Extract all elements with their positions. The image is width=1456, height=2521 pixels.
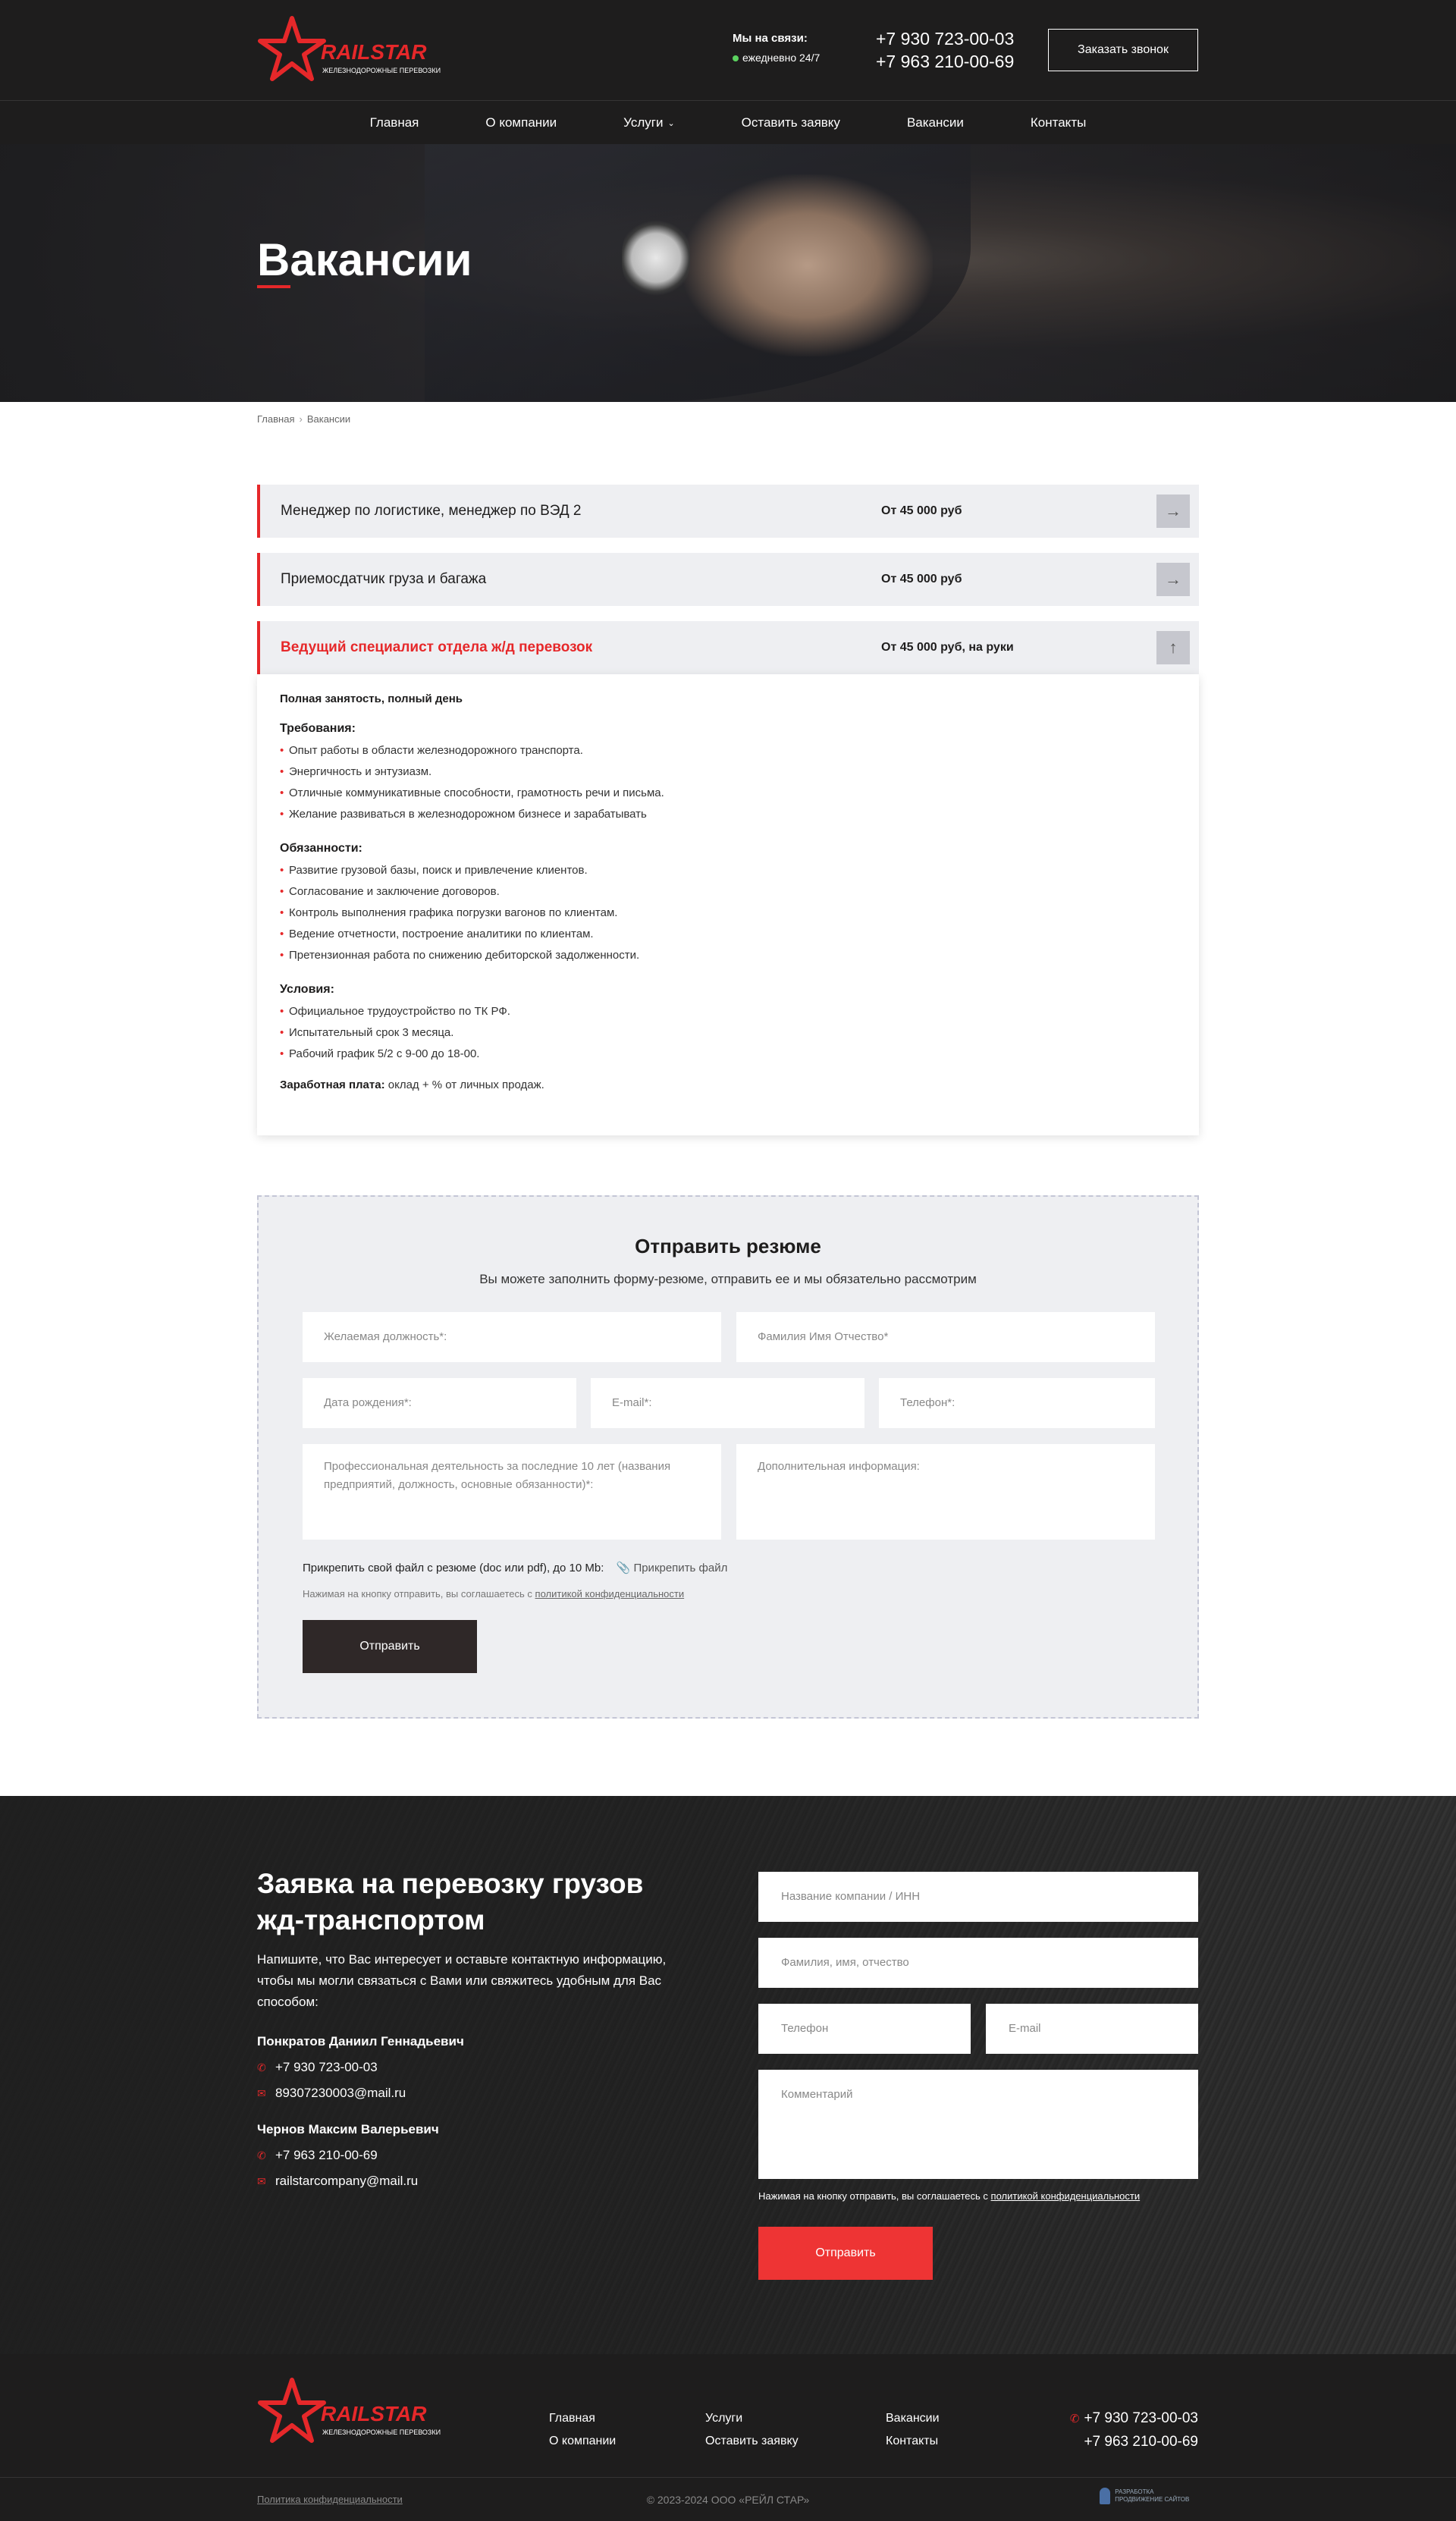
breadcrumb-separator: › xyxy=(299,413,303,425)
developer-line-1: РАЗРАБОТКА xyxy=(1115,2488,1154,2495)
breadcrumb xyxy=(257,413,350,425)
nav-item-about[interactable] xyxy=(485,115,557,130)
online-dot-icon xyxy=(733,55,739,61)
phone-input[interactable]: Телефон xyxy=(758,2004,971,2054)
experience-textarea[interactable]: Профессиональная деятельность за последние 10 лет (названия предприятий, должность, основные обязанности)*: xyxy=(303,1444,721,1540)
consent-text xyxy=(758,2190,1140,2202)
vacancy-details xyxy=(257,674,1199,1135)
main-nav xyxy=(0,100,1456,144)
vacancy-item[interactable] xyxy=(257,553,1199,606)
employment-type: Полная занятость, полный день xyxy=(280,692,463,705)
list-item: • Опыт работы в области железнодорожного транспорта. xyxy=(280,740,1176,761)
footer-link[interactable]: Контакты xyxy=(886,2435,939,2447)
footer-phone-1[interactable] xyxy=(1062,2407,1198,2431)
site-footer xyxy=(0,2354,1456,2521)
nav-label: Контакты xyxy=(1030,115,1087,130)
footer-phones xyxy=(1062,2407,1198,2454)
vacancy-item-expanded[interactable] xyxy=(257,621,1199,674)
position-input[interactable]: Желаемая должность*: xyxy=(303,1312,721,1362)
duties-heading: Обязанности: xyxy=(280,842,362,855)
online-status xyxy=(733,52,820,64)
header-phones xyxy=(876,27,1014,73)
nav-item-services[interactable] xyxy=(623,115,675,130)
phone-icon: ✆ xyxy=(257,2061,266,2074)
nav-item-request[interactable] xyxy=(742,115,840,130)
consent-text xyxy=(303,1588,684,1600)
nav-label: Оставить заявку xyxy=(741,115,840,130)
vacancy-salary: От 45 000 руб xyxy=(881,504,962,517)
birthdate-input[interactable]: Дата рождения*: xyxy=(303,1378,576,1428)
footer-phone-2[interactable]: +7 963 210-00-69 xyxy=(1084,2434,1198,2450)
watch-image xyxy=(622,216,690,300)
footer-link[interactable]: Услуги xyxy=(705,2412,743,2425)
callback-button[interactable]: Заказать звонок xyxy=(1048,29,1198,71)
breadcrumb-current: Вакансии xyxy=(306,413,351,425)
header-phone-1[interactable]: +7 930 723-00-03 xyxy=(876,29,1015,49)
developer-badge[interactable] xyxy=(1100,2488,1200,2512)
salary-line xyxy=(280,1078,1176,1091)
email-text: 89307230003@mail.ru xyxy=(275,2086,406,2100)
company-input[interactable]: Название компании / ИНН xyxy=(758,1872,1198,1922)
request-info xyxy=(257,1866,682,2189)
request-intro: Напишите, что Вас интересует и оставьте контактную информацию, чтобы мы могли связаться с Вами или свяжитесь удобным для Вас способом: xyxy=(257,1952,667,2009)
railstar-logo[interactable] xyxy=(257,15,462,85)
title-underline xyxy=(257,285,290,288)
mail-icon: ✉ xyxy=(257,2174,266,2187)
site-header xyxy=(0,0,1456,100)
page-title: Вакансии xyxy=(257,234,472,285)
list-item: • Контроль выполнения графика погрузки вагонов по клиентам. xyxy=(280,903,1176,924)
salary-label: Заработная плата: xyxy=(280,1078,385,1091)
arrow-right-icon[interactable]: → xyxy=(1156,563,1190,596)
nav-label: Главная xyxy=(369,115,419,130)
list-item: • Официальное трудоустройство по ТК РФ. xyxy=(280,1001,1176,1022)
duties-list xyxy=(280,860,1176,966)
arrow-up-icon[interactable]: ↑ xyxy=(1156,631,1190,664)
footer-link[interactable]: Оставить заявку xyxy=(705,2435,799,2447)
vacancy-salary: От 45 000 руб xyxy=(881,573,962,586)
chevron-down-icon: ⌄ xyxy=(667,118,675,128)
nav-item-contacts[interactable] xyxy=(1031,115,1086,130)
copyright: © 2023-2024 ООО «РЕЙЛ СТАР» xyxy=(646,2494,810,2506)
footer-nav-col-3 xyxy=(886,2407,940,2453)
fio-input[interactable]: Фамилия, имя, отчество xyxy=(758,1938,1198,1988)
attach-label: Прикрепить свой файл с резюме (doc или pdf), до 10 Mb: xyxy=(303,1562,604,1574)
request-submit-button[interactable]: Отправить xyxy=(758,2227,933,2280)
contact-person-2: Чернов Максим Валерьевич xyxy=(257,2122,439,2136)
nav-item-home[interactable] xyxy=(370,115,419,130)
nav-label: Услуги xyxy=(623,115,664,130)
vacancy-title: Менеджер по логистике, менеджер по ВЭД 2 xyxy=(281,503,582,519)
contact-email-1[interactable] xyxy=(257,2086,682,2101)
resume-form xyxy=(257,1195,1199,1719)
contact-email-2[interactable] xyxy=(257,2174,682,2189)
requirements-list xyxy=(280,740,1176,825)
paperclip-icon: 📎 xyxy=(616,1562,631,1574)
extra-info-textarea[interactable]: Дополнительная информация: xyxy=(736,1444,1155,1540)
vacancy-item[interactable] xyxy=(257,485,1199,538)
footer-link[interactable]: О компании xyxy=(549,2435,617,2447)
footer-nav-col-2 xyxy=(705,2407,799,2453)
resume-submit-button[interactable]: Отправить xyxy=(303,1620,477,1673)
attach-row xyxy=(303,1561,727,1574)
developer-logo-icon xyxy=(1100,2488,1110,2504)
mail-icon: ✉ xyxy=(257,2086,266,2099)
header-phone-2[interactable]: +7 963 210-00-69 xyxy=(876,52,1015,71)
contact-phone-2[interactable] xyxy=(257,2148,682,2163)
consent-label: Нажимая на кнопку отправить, вы соглашаетесь с xyxy=(303,1588,532,1600)
attach-file-link[interactable] xyxy=(617,1562,728,1574)
svg-text:RAILSTAR: RAILSTAR xyxy=(321,2402,427,2425)
email-text: railstarcompany@mail.ru xyxy=(275,2174,419,2188)
vacancy-title: Приемосдатчик груза и багажа xyxy=(281,571,487,587)
email-input[interactable]: E-mail*: xyxy=(591,1378,864,1428)
hero-banner xyxy=(0,144,1456,402)
phone-icon: ✆ xyxy=(257,2149,266,2162)
online-text: ежедневно 24/7 xyxy=(742,52,821,64)
email-input[interactable]: E-mail xyxy=(986,2004,1198,2054)
list-item: • Рабочий график 5/2 с 9-00 до 18-00. xyxy=(280,1044,1176,1065)
contact-person-1: Понкратов Даниил Геннадьевич xyxy=(257,2034,464,2049)
phone-text: +7 963 210-00-69 xyxy=(275,2148,378,2162)
svg-text:ЖЕЛЕЗНОДОРОЖНЫЕ ПЕРЕВОЗКИ: ЖЕЛЕЗНОДОРОЖНЫЕ ПЕРЕВОЗКИ xyxy=(322,67,441,74)
handshake-image xyxy=(682,174,933,356)
resume-title: Отправить резюме xyxy=(635,1235,821,1257)
vacancy-salary: От 45 000 руб, на руки xyxy=(881,641,1014,654)
conditions-list xyxy=(280,1001,1176,1065)
request-title: Заявка на перевозку грузов жд-транспортом xyxy=(257,1868,644,1935)
privacy-policy-link[interactable]: политикой конфиденциальности xyxy=(990,2190,1141,2202)
railstar-logo[interactable] xyxy=(257,2377,462,2447)
phone-icon: ✆ xyxy=(1069,2413,1080,2425)
list-item: • Отличные коммуникативные способности, грамотность речи и письма. xyxy=(280,783,1176,804)
contact-phone-1[interactable] xyxy=(257,2060,682,2075)
svg-text:ЖЕЛЕЗНОДОРОЖНЫЕ ПЕРЕВОЗКИ: ЖЕЛЕЗНОДОРОЖНЫЕ ПЕРЕВОЗКИ xyxy=(322,2428,441,2436)
requirements-heading: Требования: xyxy=(280,722,356,735)
phone-text: +7 930 723-00-03 xyxy=(275,2060,378,2074)
attach-link-text: Прикрепить файл xyxy=(633,1562,728,1574)
privacy-policy-link[interactable]: политикой конфиденциальности xyxy=(535,1588,685,1600)
nav-label: Вакансии xyxy=(906,115,964,130)
footer-link[interactable]: Вакансии xyxy=(886,2412,940,2425)
footer-divider xyxy=(0,2477,1456,2478)
list-item: • Согласование и заключение договоров. xyxy=(280,881,1176,903)
comment-textarea[interactable]: Комментарий xyxy=(758,2070,1198,2179)
list-item: • Развитие грузовой базы, поиск и привлечение клиентов. xyxy=(280,860,1176,881)
footer-link[interactable]: Главная xyxy=(549,2412,595,2425)
footer-policy-link[interactable]: Политика конфиденциальности xyxy=(257,2494,403,2505)
nav-label: О компании xyxy=(485,115,557,130)
resume-subtitle: Вы можете заполнить форму-резюме, отправить ее и мы обязательно рассмотрим xyxy=(479,1272,977,1286)
nav-item-vacancies[interactable] xyxy=(907,115,964,130)
contact-label: Мы на связи: xyxy=(733,32,808,45)
list-item: • Энергичность и энтузиазм. xyxy=(280,761,1176,783)
footer-nav-col-1 xyxy=(549,2407,616,2453)
list-item: • Претензионная работа по снижению дебиторской задолженности. xyxy=(280,945,1176,966)
salary-text: оклад + % от личных продаж. xyxy=(388,1078,544,1091)
list-item: • Испытательный срок 3 месяца. xyxy=(280,1022,1176,1044)
consent-label: Нажимая на кнопку отправить, вы соглашаетесь с xyxy=(758,2190,988,2202)
conditions-heading: Условия: xyxy=(280,983,334,996)
phone-text: +7 930 723-00-03 xyxy=(1084,2410,1198,2426)
breadcrumb-home[interactable]: Главная xyxy=(257,413,295,425)
developer-line-2: ПРОДВИЖЕНИЕ САЙТОВ xyxy=(1115,2496,1190,2503)
list-item: • Желание развиваться в железнодорожном бизнесе и зарабатывать xyxy=(280,804,1176,825)
request-section xyxy=(0,1796,1456,2354)
fio-input[interactable]: Фамилия Имя Отчество* xyxy=(736,1312,1155,1362)
phone-input[interactable]: Телефон*: xyxy=(879,1378,1155,1428)
list-item: • Ведение отчетности, построение аналитики по клиентам. xyxy=(280,924,1176,945)
arrow-right-icon[interactable]: → xyxy=(1156,494,1190,528)
svg-text:RAILSTAR: RAILSTAR xyxy=(321,40,427,64)
vacancy-title: Ведущий специалист отдела ж/д перевозок xyxy=(281,639,593,655)
